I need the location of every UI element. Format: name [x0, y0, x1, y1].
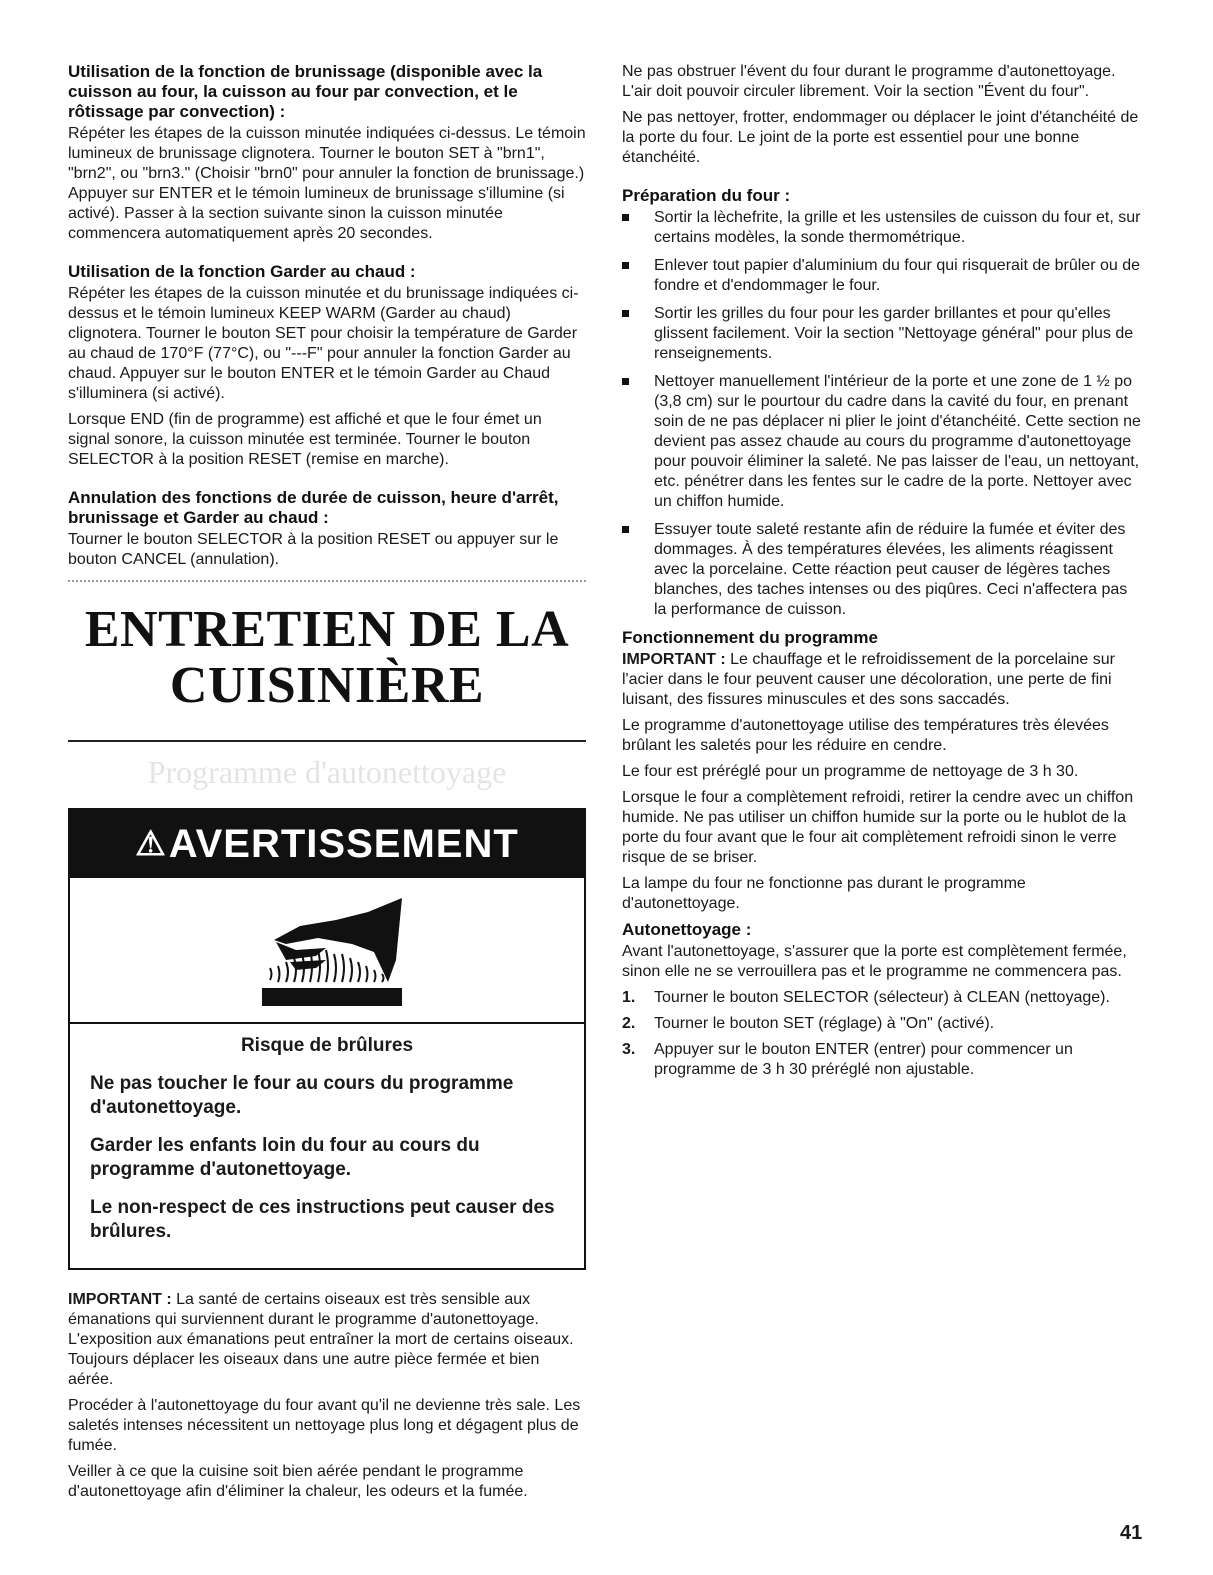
warning-header	[70, 810, 584, 878]
warning-line-2: Garder les enfants loin du four au cours du programme d'autonettoyage.	[90, 1135, 480, 1180]
operation-text-1: Le programme d'autonettoyage utilise des températures très élevées brûlant les saletés pour les réduire en cendre.	[622, 717, 1109, 754]
left-column	[68, 62, 586, 1508]
birds-important-label: IMPORTANT :	[68, 1291, 172, 1308]
vent-text: Ne pas obstruer l'évent du four durant le programme d'autonettoyage. L'air doit pouvoir circuler librement. Voir la section "Évent du four".	[622, 63, 1116, 100]
browning-text: Répéter les étapes de la cuisson minutée indiquées ci-dessus. Le témoin lumineux de brunissage clignotera. Tourner le bouton SET à "brn1", "brn2", ou "brn3." (Choisir "brn0" pour annuler la fonction de brunissage.) Appuyer sur ENTER et le témoin lumineux de brunissage s'illumine (si activé). Passer à la section suivante sinon la cuisson minutée commencera automatiquement après 20 secondes.	[68, 125, 586, 242]
operation-text-2: Le four est préréglé pour un programme de nettoyage de 3 h 30.	[622, 763, 1079, 780]
keep-warm-text: Répéter les étapes de la cuisson minutée et du brunissage indiquées ci-dessus et le témoin lumineux KEEP WARM (Garder au chaud) clignotera. Tourner le bouton SET pour choisir la température de Garder au chaud de 170°F (77°C), ou "---F" pour annuler la fonction Garder au chaud. Appuyer sur le bouton ENTER et le témoin Garder au Chaud s'illuminera (si activé).	[68, 285, 579, 402]
warning-text	[70, 1024, 584, 1268]
list-item: Enlever tout papier d'aluminium du four qui risquerait de brûler ou de fondre et d'endommager le four.	[622, 256, 1144, 296]
keep-warm-end-text: Lorsque END (fin de programme) est affiché et que le four émet un signal sonore, la cuisson minutée est terminée. Tourner le bouton SELECTOR à la position RESET (remise en marche).	[68, 411, 542, 468]
browning-heading: Utilisation de la fonction de brunissage (disponible avec la cuisson au four, la cuisson au four par convection, et le rôtissage par convection) :	[68, 62, 543, 121]
section-title-line1: ENTRETIEN DE LA	[84, 601, 570, 658]
warning-risk: Risque de brûlures	[240, 1035, 414, 1056]
section-subtitle: Programme d'autonettoyage	[147, 754, 507, 790]
warning-line-1: Ne pas toucher le four au cours du programme d'autonettoyage.	[90, 1073, 514, 1118]
ventilation-text: Veiller à ce que la cuisine soit bien aérée pendant le programme d'autonettoyage afin d'éliminer la chaleur, les odeurs et la fumée.	[68, 1463, 528, 1500]
list-item: Sortir la lèchefrite, la grille et les ustensiles de cuisson du four et, sur certains modèles, la sonde thermométrique.	[622, 208, 1144, 248]
list-item: 3. Appuyer sur le bouton ENTER (entrer) pour commencer un programme de 3 h 30 préréglé non ajustable.	[622, 1041, 1073, 1078]
right-column	[622, 62, 1144, 1086]
list-item: Sortir les grilles du four pour les garder brillantes et pour qu'elles glissent facilement. Voir la section "Nettoyage général" pour plus de renseignements.	[622, 304, 1144, 364]
operation-text-4: La lampe du four ne fonctionne pas durant le programme d'autonettoyage.	[622, 875, 1026, 912]
birds-important-text: La santé de certains oiseaux est très sensible aux émanations qui surviennent durant le programme d'autonettoyage. L'exposition aux émanations peut entraîner la mort de certains oiseaux. Toujours déplacer les oiseaux dans une autre pièce fermée et bien aérée.	[68, 1291, 574, 1388]
self-clean-text: Avant l'autonettoyage, s'assurer que la porte est complètement fermée, sinon elle ne se verrouillera pas et le programme ne commencera pas.	[622, 943, 1127, 980]
operation-heading: Fonctionnement du programme	[622, 628, 878, 647]
prep-heading: Préparation du four :	[622, 186, 791, 205]
operation-text-3: Lorsque le four a complètement refroidi, retirer la cendre avec un chiffon humide. Ne pas utiliser un chiffon humide sur la porte ou le hublot de la porte du four avant que le four ait complètement refroidi sinon le verre risque de se briser.	[622, 789, 1134, 866]
self-clean-heading: Autonettoyage :	[622, 920, 752, 939]
list-item: Essuyer toute saleté restante afin de réduire la fumée et éviter des dommages. À des températures élevées, les aliments réagissent avec la porcelaine. Cette réaction peut causer de légères taches blanches, des taches intenses ou des piqûres. Ceci n'affectera pas la performance de cuisson.	[622, 520, 1144, 620]
page-number: 41	[1120, 1522, 1143, 1544]
burn-hazard-pictogram	[70, 878, 584, 1024]
title-rule	[68, 740, 586, 742]
list-item: 1. Tourner le bouton SELECTOR (sélecteur) à CLEAN (nettoyage).	[622, 989, 1110, 1006]
keep-warm-heading: Utilisation de la fonction Garder au chaud :	[68, 262, 416, 281]
section-title	[68, 602, 586, 714]
operation-important	[622, 650, 1144, 710]
cancel-heading: Annulation des fonctions de durée de cuisson, heure d'arrêt, brunissage et Garder au chaud :	[68, 488, 559, 527]
warning-triangle-icon: ⚠	[135, 825, 167, 863]
cancel-text: Tourner le bouton SELECTOR à la position RESET ou appuyer sur le bouton CANCEL (annulation).	[68, 531, 559, 568]
prep-list	[622, 208, 1144, 620]
warning-header-text: AVERTISSEMENT	[168, 822, 519, 866]
gasket-text: Ne pas nettoyer, frotter, endommager ou déplacer le joint d'étanchéité de la porte du four. Le joint de la porte est essentiel pour une bonne étanchéité.	[622, 109, 1139, 166]
warning-line-3: Le non-respect de ces instructions peut causer des brûlures.	[90, 1197, 555, 1242]
birds-important	[68, 1290, 586, 1390]
clean-before-dirty-text: Procéder à l'autonettoyage du four avant qu'il ne devienne très sale. Les saletés intenses nécessitent un nettoyage plus long et dégagent plus de fumée.	[68, 1397, 581, 1454]
self-clean-steps	[622, 988, 1144, 1080]
list-item: 2. Tourner le bouton SET (réglage) à "On" (activé).	[622, 1015, 995, 1032]
dotted-divider	[68, 580, 586, 582]
operation-important-label: IMPORTANT :	[622, 651, 726, 668]
hand-heat-icon	[256, 890, 406, 1014]
operation-important-text: Le chauffage et le refroidissement de la porcelaine sur l'acier dans le four peuvent causer une décoloration, une perte de fini luisant, des fissures minuscules et des sons saccadés.	[622, 651, 1115, 708]
list-item: Nettoyer manuellement l'intérieur de la porte et une zone de 1 ½ po (3,8 cm) sur le pourtour du cadre dans la cavité du four, en prenant soin de ne pas déplacer ni plier le joint d'étanchéité. Cette section ne devient pas assez chaude au cours du programme d'autonettoyage pour pouvoir éliminer la saleté. Ne pas laisser de l'eau, un nettoyant, etc. pénétrer dans les fentes sur le cadre de la porte. Nettoyer avec un chiffon humide.	[622, 372, 1144, 512]
warning-box	[68, 808, 586, 1270]
section-title-line2: CUISINIÈRE	[169, 657, 485, 714]
